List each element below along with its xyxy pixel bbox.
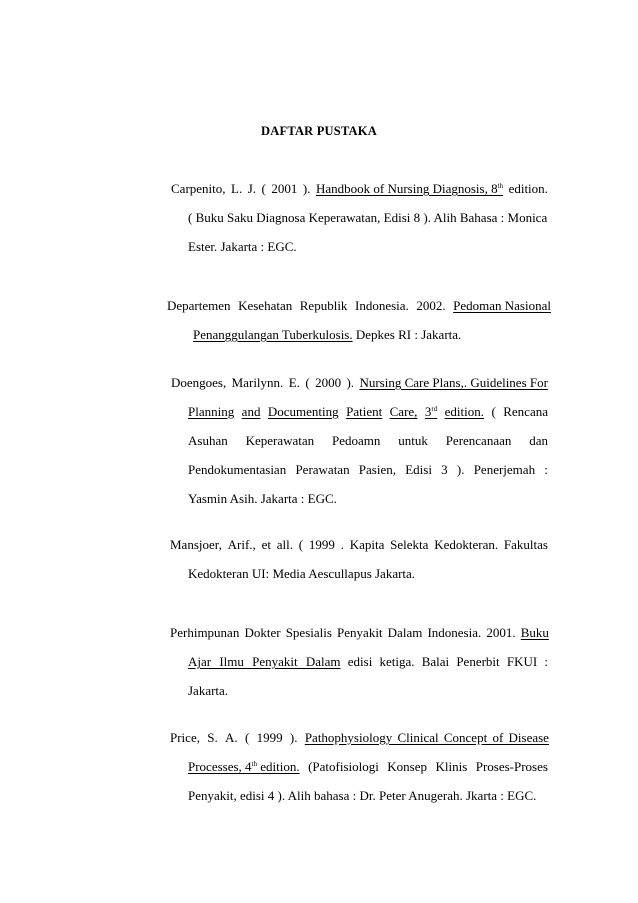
reference-title: Pedoman Nasional (453, 298, 551, 313)
reference-perhimpunan-line-2: Ajar Ilmu Penyakit Dalam edisi ketiga. Balai Penerbit FKUI : (188, 654, 548, 669)
reference-doengoes-line-2: Planning and Documenting Patient Care, 3rd edition. ( Rencana (188, 404, 548, 419)
reference-price-line-2: Processes, 4th edition. (Patofisiologi Konsep Klinis Proses-Proses (188, 759, 548, 774)
reference-mansjoer-line-1: Mansjoer, Arif., et all. ( 1999 . Kapita Selekta Kedokteran. Fakultas (170, 537, 548, 552)
reference-carpenito-line-1: Carpenito, L. J. ( 2001 ). Handbook of Nursing Diagnosis, 8th edition. (171, 181, 548, 196)
reference-price-line-1: Price, S. A. ( 1999 ). Pathophysiology Clinical Concept of Disease (170, 730, 549, 745)
reference-mansjoer-line-2: Kedokteran UI: Media Aescullapus Jakarta. (188, 566, 416, 581)
reference-perhimpunan-line-3: Jakarta. (188, 683, 229, 698)
reference-doengoes-line-5: Yasmin Asih. Jakarta : EGC. (188, 491, 337, 506)
reference-carpenito-line-3: Ester. Jakarta : EGC. (188, 239, 297, 254)
reference-title: Nursing Care Plans,. Guidelines For (359, 375, 548, 390)
reference-price-line-3: Penyakit, edisi 4 ). Alih bahasa : Dr. Peter Anugerah. Jkarta : EGC. (188, 788, 537, 803)
reference-title: Ajar Ilmu Penyakit Dalam (188, 654, 341, 669)
reference-doengoes-line-4: Pendokumentasian Perawatan Pasien, Edisi 3 ). Penerjemah : (188, 462, 548, 477)
reference-title: Buku (520, 625, 549, 640)
reference-doengoes-line-3: Asuhan Keperawatan Pedoamn untuk Perencanaan dan (188, 433, 548, 448)
page-title: DAFTAR PUSTAKA (261, 124, 377, 138)
reference-carpenito-line-2: ( Buku Saku Diagnosa Keperawatan, Edisi 8 ). Alih Bahasa : Monica (188, 210, 548, 225)
reference-title: Penanggulangan Tuberkulosis. (193, 327, 353, 342)
reference-title: Processes, 4th edition. (188, 759, 300, 774)
reference-depkes-line-1: Departemen Kesehatan Republik Indonesia. 2002. Pedoman Nasional (167, 298, 551, 313)
reference-title: Handbook of Nursing Diagnosis, 8th (315, 181, 504, 196)
reference-title: Pathophysiology Clinical Concept of Disease (304, 730, 549, 745)
reference-doengoes-line-1: Doengoes, Marilynn. E. ( 2000 ). Nursing Care Plans,. Guidelines For (171, 375, 548, 390)
reference-depkes-line-2: Penanggulangan Tuberkulosis. Depkes RI : Jakarta. (193, 327, 462, 342)
reference-perhimpunan-line-1: Perhimpunan Dokter Spesialis Penyakit Dalam Indonesia. 2001. Buku (170, 625, 549, 640)
